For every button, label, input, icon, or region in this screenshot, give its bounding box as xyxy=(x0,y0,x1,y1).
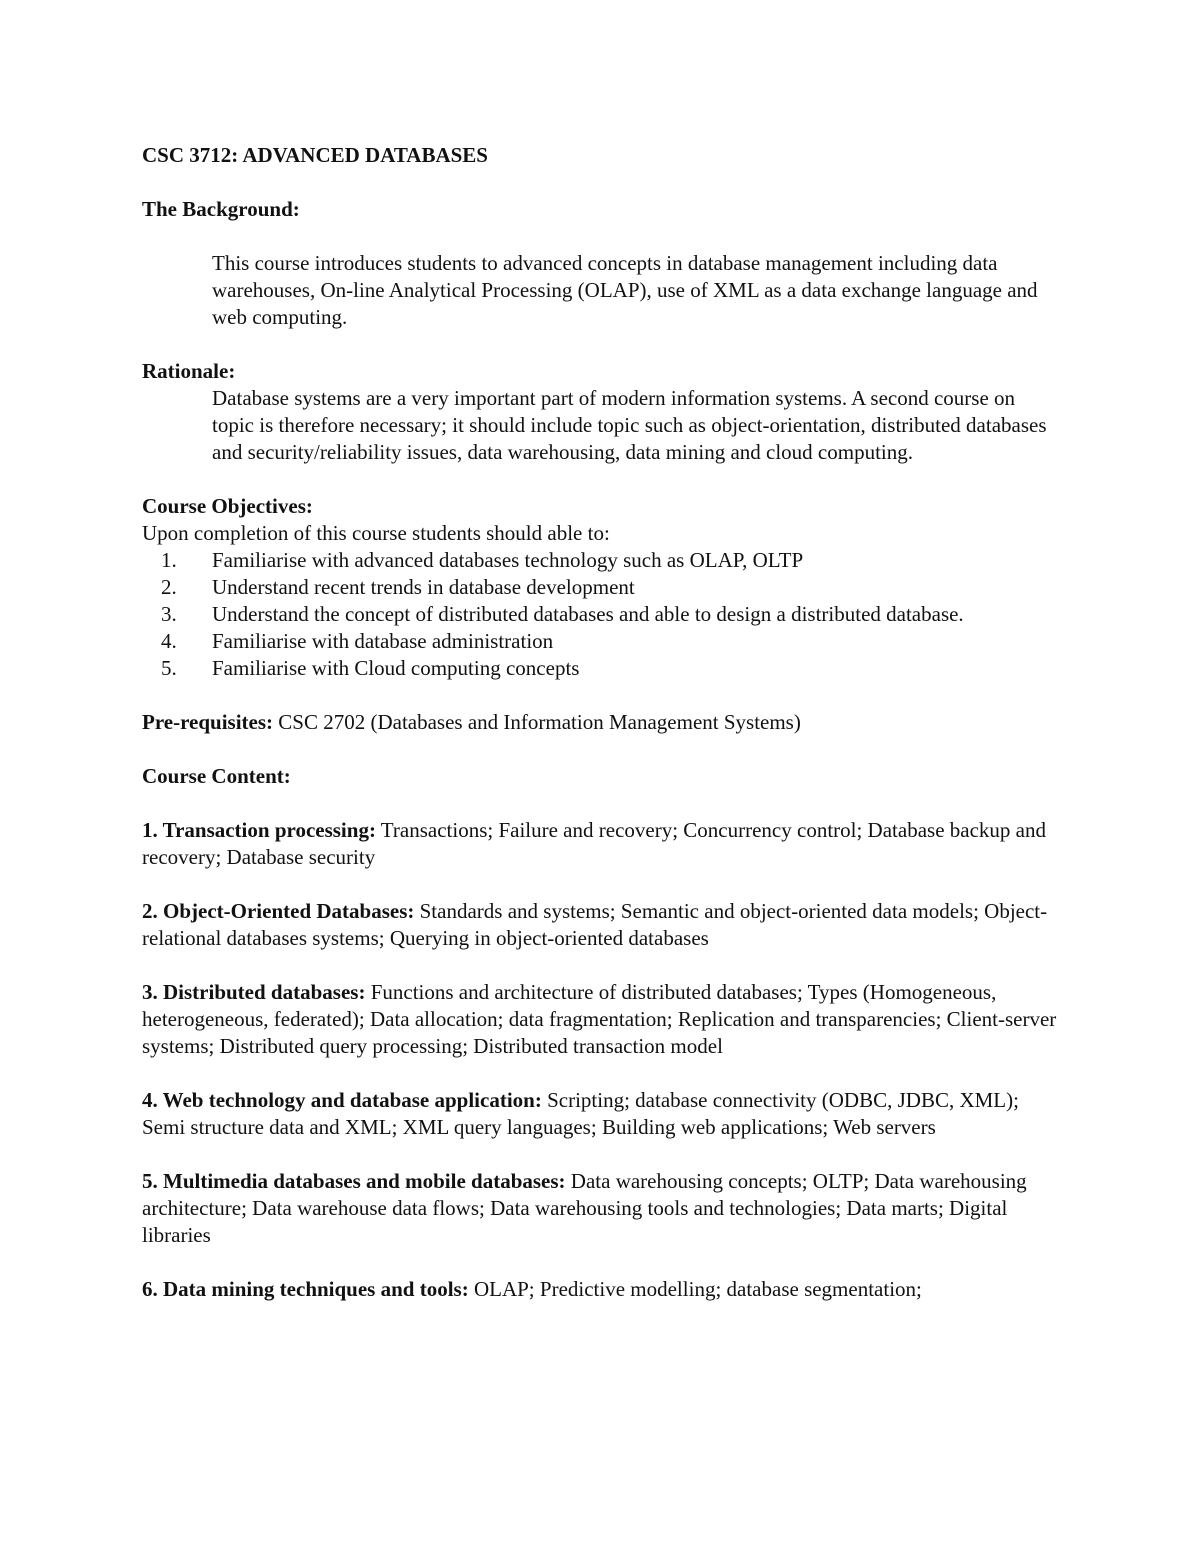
content-item xyxy=(142,1168,1057,1249)
content-item xyxy=(142,1276,1057,1303)
content-item-text: OLAP; Predictive modelling; database segmentation; xyxy=(468,1277,922,1301)
prerequisites-text: CSC 2702 (Databases and Information Management Systems) xyxy=(273,710,801,734)
content-item-text: Standards and systems; Semantic and object-oriented data models; Object-relational databases systems; Querying in object-oriented databases xyxy=(142,899,1048,950)
content-item-text: Data warehousing concepts; OLTP; Data warehousing architecture; Data warehouse data flows; Data warehousing tools and technologies; Data marts; Digital libraries xyxy=(142,1169,1027,1247)
prerequisites-label: Pre-requisites: xyxy=(142,710,274,734)
list-text: Understand recent trends in database development xyxy=(212,575,635,599)
objectives-heading: Course Objectives: xyxy=(142,494,313,518)
rationale-heading: Rationale: xyxy=(142,359,236,383)
document-page xyxy=(142,142,1062,1303)
list-number: 4. xyxy=(161,629,177,653)
content-item-label: 3. Distributed databases: xyxy=(142,980,366,1004)
list-text: Understand the concept of distributed databases and able to design a distributed database. xyxy=(212,602,964,626)
content-item-label: 4. Web technology and database application: xyxy=(142,1088,542,1112)
content-item xyxy=(142,898,1057,952)
rationale-text: Database systems are a very important part of modern information systems. A second course on topic is therefore necessary; it should include topic such as object-orientation, distributed databases and security/reliability issues, data warehousing, data mining and cloud computing. xyxy=(212,386,1047,464)
content-heading: Course Content: xyxy=(142,764,291,788)
content-item xyxy=(142,1087,1057,1141)
content-item-label: 6. Data mining techniques and tools: xyxy=(142,1277,469,1301)
content-item-label: 5. Multimedia databases and mobile databases: xyxy=(142,1169,566,1193)
content-item-text: Scripting; database connectivity (ODBC, JDBC, XML); Semi structure data and XML; XML query languages; Building web applications; Web servers xyxy=(142,1088,1019,1139)
list-number: 5. xyxy=(161,656,177,680)
list-text: Familiarise with Cloud computing concepts xyxy=(212,656,580,680)
list-item xyxy=(142,655,1062,682)
content-item-label: 2. Object-Oriented Databases: xyxy=(142,899,415,923)
content-item-text: Functions and architecture of distributed databases; Types (Homogeneous, heterogeneous, federated); Data allocation; data fragmentation; Replication and transparencies; Client-server systems; Distributed query processing; Distributed transaction model xyxy=(142,980,1057,1058)
content-item-label: 1. Transaction processing: xyxy=(142,818,376,842)
list-number: 1. xyxy=(161,548,177,572)
list-text: Familiarise with database administration xyxy=(212,629,554,653)
document-title: CSC 3712: ADVANCED DATABASES xyxy=(142,143,488,167)
objectives-list xyxy=(142,547,1062,682)
content-item xyxy=(142,817,1057,871)
list-item xyxy=(142,628,1062,655)
list-item xyxy=(142,601,1062,628)
content-item xyxy=(142,979,1057,1060)
list-text: Familiarise with advanced databases technology such as OLAP, OLTP xyxy=(212,548,804,572)
content-item-text: Transactions; Failure and recovery; Concurrency control; Database backup and recovery; Database security xyxy=(142,818,1046,869)
list-number: 3. xyxy=(161,602,177,626)
list-item xyxy=(142,574,1062,601)
objectives-intro: Upon completion of this course students should able to: xyxy=(142,521,610,545)
list-number: 2. xyxy=(161,575,177,599)
list-item xyxy=(142,547,1062,574)
background-heading: The Background: xyxy=(142,197,300,221)
background-text: This course introduces students to advanced concepts in database management including data warehouses, On-line Analytical Processing (OLAP), use of XML as a data exchange language and web computing. xyxy=(212,251,1038,329)
prerequisites xyxy=(142,709,1062,736)
